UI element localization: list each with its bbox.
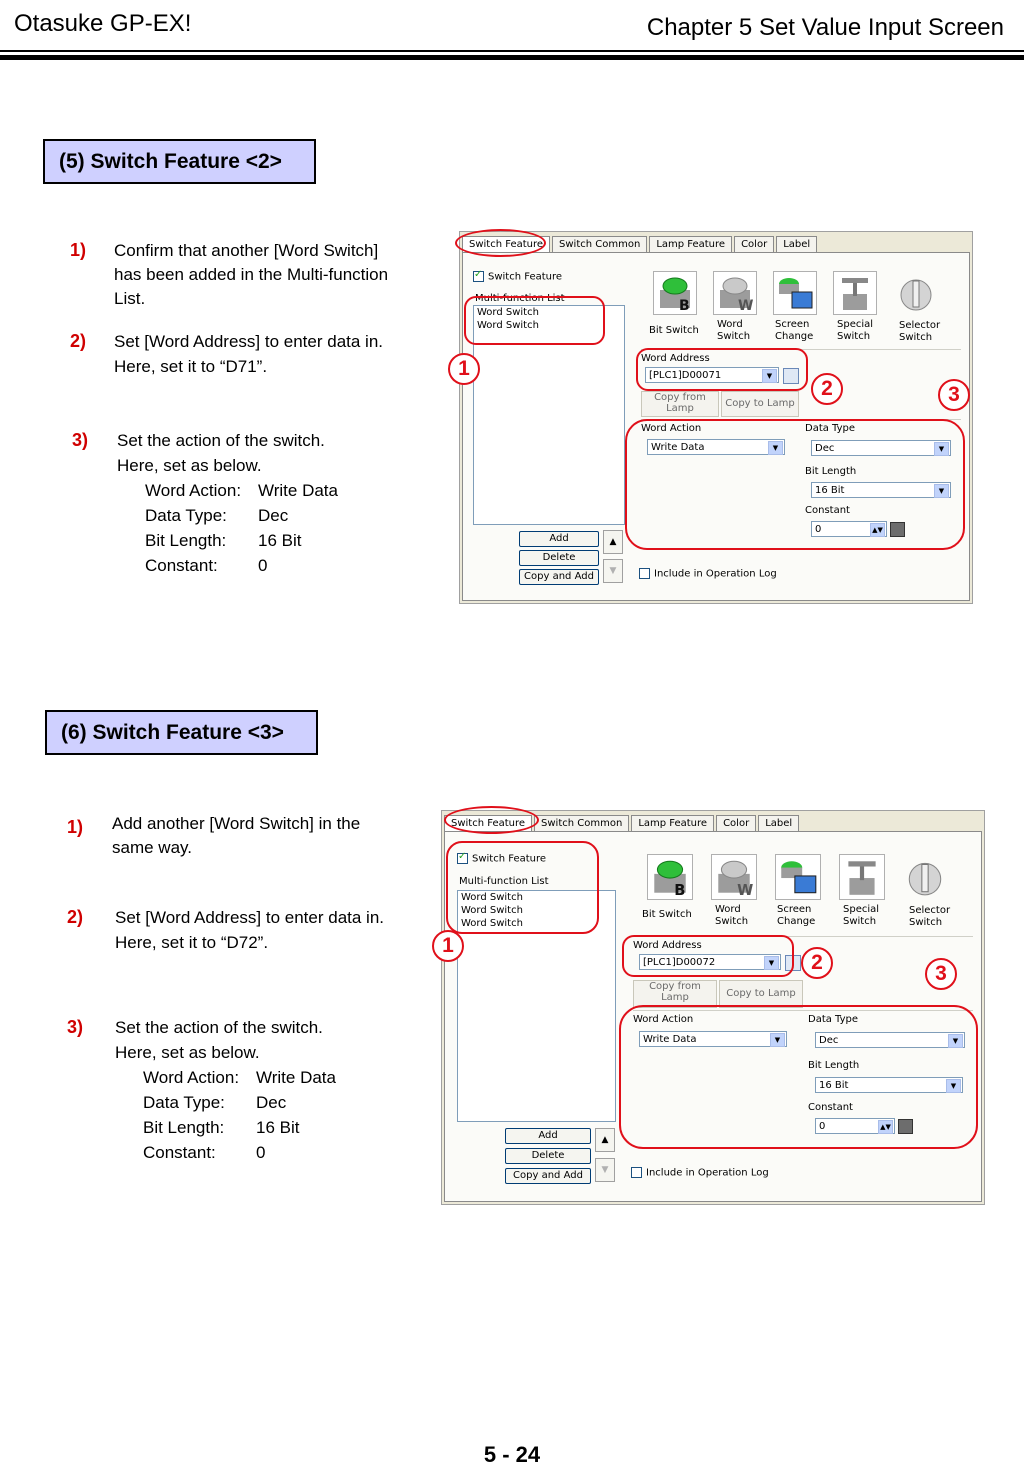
delete-button[interactable]: Delete bbox=[519, 550, 599, 566]
list-item[interactable]: Word Switch bbox=[477, 307, 539, 318]
copy-and-add-button[interactable]: Copy and Add bbox=[519, 569, 599, 585]
bit-length-label: Bit Length bbox=[808, 1060, 860, 1071]
word-address-input[interactable]: [PLC1]D00072 ▼ bbox=[639, 954, 781, 970]
callout-badge-1: 1 bbox=[448, 353, 480, 385]
bit-length-label: Bit Length bbox=[805, 466, 857, 477]
spin-arrows-icon[interactable]: ▲▼ bbox=[878, 1120, 893, 1134]
tab-label[interactable]: Label bbox=[758, 815, 799, 832]
highlight-word-action-group bbox=[619, 1005, 978, 1149]
constant-input[interactable]: 0 ▲▼ bbox=[815, 1118, 895, 1134]
s6-step2-num: 2) bbox=[67, 907, 84, 927]
setting-row: Bit Length: 16 Bit bbox=[143, 1118, 300, 1137]
bit-switch-icon[interactable] bbox=[647, 854, 693, 900]
svg-text:B: B bbox=[674, 881, 686, 899]
data-type-label: Data Type bbox=[808, 1014, 859, 1025]
checkbox-icon bbox=[631, 1167, 642, 1178]
special-switch-icon[interactable] bbox=[839, 854, 885, 900]
screen-change-icon[interactable] bbox=[773, 271, 817, 315]
setting-row: Data Type: Dec bbox=[145, 506, 289, 525]
screen-change-caption: Screen Change bbox=[775, 319, 814, 342]
tab-label[interactable]: Label bbox=[776, 236, 817, 253]
data-type-select[interactable]: Dec ▼ bbox=[815, 1032, 965, 1048]
highlight-word-action-group bbox=[625, 419, 965, 550]
tab-color[interactable]: Color bbox=[734, 236, 774, 253]
setting-row: Data Type: Dec bbox=[143, 1093, 287, 1112]
header-left-title: Otasuke GP-EX! bbox=[14, 10, 192, 37]
word-switch-icon[interactable] bbox=[711, 854, 757, 900]
callout-badge-3: 3 bbox=[938, 379, 970, 411]
bit-switch-caption: Bit Switch bbox=[642, 909, 692, 920]
multi-function-list-label: Multi-function List bbox=[459, 876, 549, 887]
tab-switch-common[interactable]: Switch Common bbox=[552, 236, 647, 253]
s5-step1-text: Confirm that another [Word Switch] has been added in the Multi-function List. bbox=[114, 241, 389, 308]
s5-step2-text: Set [Word Address] to enter data in. Here, set it to “D71”. bbox=[114, 332, 384, 376]
include-operation-log-checkbox[interactable]: Include in Operation Log bbox=[639, 568, 777, 580]
word-action-label: Word Action bbox=[641, 423, 702, 434]
word-address-label: Word Address bbox=[633, 940, 702, 951]
callout-badge-3: 3 bbox=[925, 958, 957, 990]
s5-step2-num: 2) bbox=[70, 331, 87, 351]
word-action-select[interactable]: Write Data ▼ bbox=[639, 1031, 787, 1047]
chevron-down-icon: ▼ bbox=[762, 369, 777, 383]
tab-switch-common[interactable]: Switch Common bbox=[534, 815, 629, 832]
word-action-select[interactable]: Write Data ▼ bbox=[647, 439, 785, 455]
chevron-down-icon: ▼ bbox=[768, 441, 783, 455]
special-switch-icon[interactable] bbox=[833, 271, 877, 315]
word-switch-caption: Word Switch bbox=[715, 904, 749, 927]
checkbox-icon bbox=[639, 568, 650, 579]
list-item[interactable]: Word Switch bbox=[477, 320, 539, 331]
highlight-word-address bbox=[622, 935, 794, 977]
s5-settings-list bbox=[145, 478, 338, 578]
chevron-down-icon: ▼ bbox=[770, 1033, 785, 1047]
move-down-button[interactable]: ▼ bbox=[595, 1158, 615, 1182]
header-rule-thin bbox=[0, 50, 1024, 52]
s6-step2-text: Set [Word Address] to enter data in. Here, set it to “D72”. bbox=[115, 908, 385, 952]
setting-row: Word Action: Write Data bbox=[145, 481, 338, 500]
copy-and-add-button[interactable]: Copy and Add bbox=[505, 1168, 591, 1184]
selector-switch-icon[interactable] bbox=[895, 271, 937, 313]
special-switch-caption: Special Switch bbox=[837, 319, 874, 342]
data-type-select[interactable]: Dec ▼ bbox=[811, 440, 951, 456]
constant-input[interactable]: 0 ▲▼ bbox=[811, 521, 887, 537]
move-down-button[interactable]: ▼ bbox=[603, 559, 623, 583]
highlight-multi-function-list bbox=[464, 296, 605, 345]
s6-step3-num: 3) bbox=[67, 1017, 84, 1037]
callout-badge-2: 2 bbox=[801, 947, 833, 979]
setting-row: Constant: 0 bbox=[145, 556, 268, 575]
header-rule-thick bbox=[0, 55, 1024, 60]
s5-step1-num: 1) bbox=[70, 240, 87, 260]
list-item[interactable]: Word Switch bbox=[461, 892, 523, 903]
move-up-button[interactable]: ▲ bbox=[603, 530, 623, 554]
chevron-down-icon: ▼ bbox=[948, 1034, 963, 1048]
svg-text:W: W bbox=[738, 298, 754, 314]
highlight-switch-feature-tab bbox=[444, 806, 539, 834]
add-button[interactable]: Add bbox=[505, 1128, 591, 1144]
setting-row: Bit Length: 16 Bit bbox=[145, 531, 302, 550]
switch-feature-checkbox[interactable]: ✓Switch Feature bbox=[457, 853, 546, 865]
list-item[interactable]: Word Switch bbox=[461, 905, 523, 916]
page-number: 5 - 24 bbox=[483, 1442, 541, 1467]
tab-lamp-feature[interactable]: Lamp Feature bbox=[631, 815, 714, 832]
s5-step3-num: 3) bbox=[72, 430, 89, 450]
bit-switch-icon[interactable] bbox=[653, 271, 697, 315]
s6-step1-num: 1) bbox=[67, 817, 84, 837]
word-address-label: Word Address bbox=[641, 353, 710, 364]
chevron-down-icon: ▼ bbox=[764, 956, 779, 970]
chevron-down-icon: ▼ bbox=[934, 484, 949, 498]
move-up-button[interactable]: ▲ bbox=[595, 1128, 615, 1152]
copy-from-lamp-button[interactable]: Copy from Lamp bbox=[641, 391, 719, 417]
highlight-multi-function-list bbox=[446, 841, 599, 934]
list-item[interactable]: Word Switch bbox=[461, 918, 523, 929]
include-operation-log-checkbox[interactable]: Include in Operation Log bbox=[631, 1167, 769, 1179]
switch-feature-checkbox[interactable]: ✓Switch Feature bbox=[473, 271, 562, 283]
s5-step3-text: Set the action of the switch. Here, set as below. bbox=[117, 431, 325, 475]
s6-settings-list bbox=[143, 1065, 336, 1165]
s6-step1-text: Add another [Word Switch] in the same way. bbox=[112, 814, 361, 857]
checkbox-checked-icon bbox=[473, 271, 484, 282]
chevron-down-icon: ▼ bbox=[934, 442, 949, 456]
setting-row: Constant: 0 bbox=[143, 1143, 266, 1162]
highlight-word-address bbox=[636, 348, 808, 391]
callout-badge-2: 2 bbox=[811, 373, 843, 405]
copy-to-lamp-button[interactable]: Copy to Lamp bbox=[719, 980, 803, 1008]
word-switch-caption: Word Switch bbox=[717, 319, 751, 342]
delete-button[interactable]: Delete bbox=[505, 1148, 591, 1164]
svg-text:B: B bbox=[679, 298, 690, 314]
word-address-input[interactable]: [PLC1]D00071 ▼ bbox=[645, 367, 779, 383]
copy-to-lamp-button[interactable]: Copy to Lamp bbox=[721, 391, 799, 417]
constant-label: Constant bbox=[805, 505, 850, 516]
constant-label: Constant bbox=[808, 1102, 853, 1113]
s6-step3-text: Set the action of the switch. Here, set as below. bbox=[115, 1018, 323, 1062]
add-button[interactable]: Add bbox=[519, 531, 599, 547]
data-type-label: Data Type bbox=[805, 423, 856, 434]
selector-switch-icon[interactable] bbox=[903, 854, 947, 898]
header-chapter-title: Chapter 5 Set Value Input Screen bbox=[646, 14, 1004, 41]
special-switch-caption: Special Switch bbox=[843, 904, 880, 927]
selector-switch-caption: Selector Switch bbox=[899, 320, 941, 343]
svg-text:W: W bbox=[737, 881, 754, 899]
word-action-label: Word Action bbox=[633, 1014, 694, 1025]
spin-arrows-icon[interactable]: ▲▼ bbox=[870, 523, 885, 537]
callout-badge-1: 1 bbox=[432, 930, 464, 962]
tab-switch-feature[interactable]: Switch Feature bbox=[462, 236, 550, 253]
tab-lamp-feature[interactable]: Lamp Feature bbox=[649, 236, 732, 253]
copy-from-lamp-button[interactable]: Copy from Lamp bbox=[633, 980, 717, 1008]
chevron-down-icon: ▼ bbox=[946, 1079, 961, 1093]
highlight-switch-feature-tab bbox=[455, 229, 546, 257]
tab-color[interactable]: Color bbox=[716, 815, 756, 832]
multi-function-list-label: Multi-function List bbox=[475, 293, 565, 304]
bit-switch-caption: Bit Switch bbox=[649, 325, 699, 336]
section-5-title: (5) Switch Feature <2> bbox=[43, 139, 316, 184]
bit-length-select[interactable]: 16 Bit ▼ bbox=[811, 482, 951, 498]
tab-switch-feature[interactable]: Switch Feature bbox=[444, 815, 532, 832]
selector-switch-caption: Selector Switch bbox=[909, 905, 951, 928]
screen-change-icon[interactable] bbox=[775, 854, 821, 900]
screen-change-caption: Screen Change bbox=[777, 904, 816, 927]
bit-length-select[interactable]: 16 Bit ▼ bbox=[815, 1077, 963, 1093]
word-switch-icon[interactable] bbox=[713, 271, 757, 315]
section-6-title: (6) Switch Feature <3> bbox=[45, 710, 318, 755]
setting-row: Word Action: Write Data bbox=[143, 1068, 336, 1087]
